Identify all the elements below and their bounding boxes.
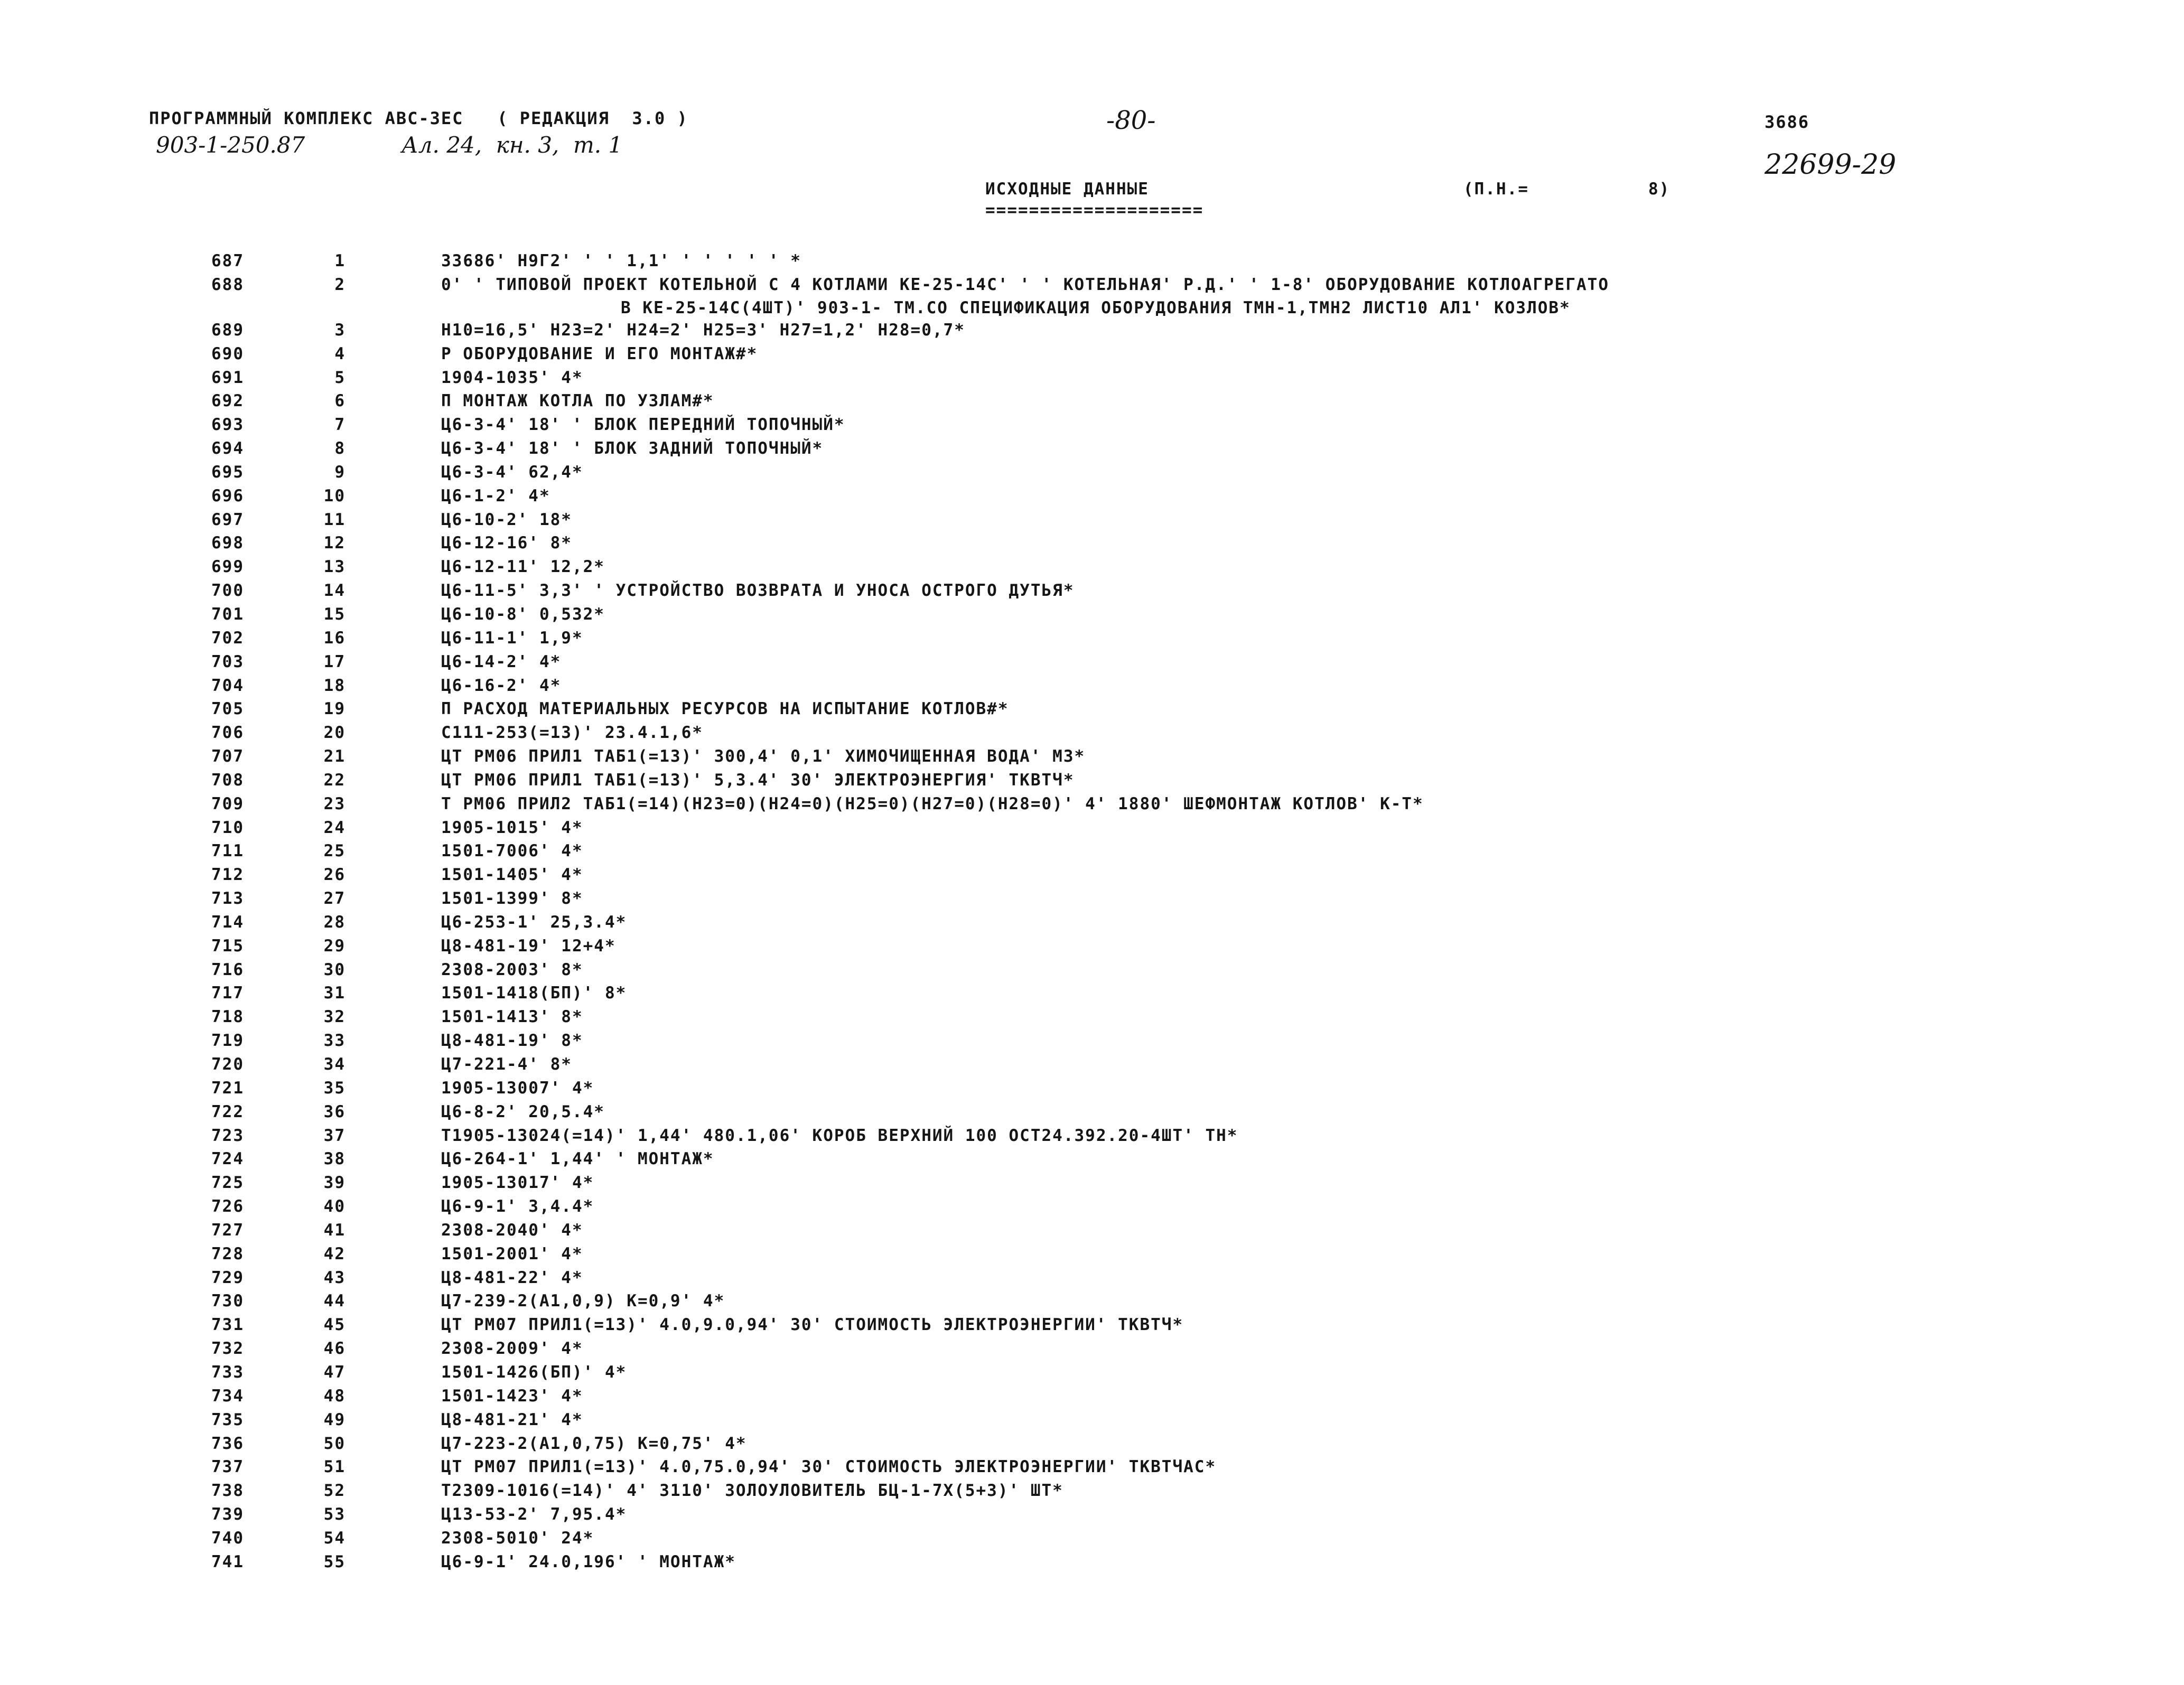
- row-text: Ц6-11-1' 1,9*: [441, 628, 583, 648]
- row-text: Ц6-12-16' 8*: [441, 533, 572, 553]
- row-text: Ц13-53-2' 7,95.4*: [441, 1505, 627, 1524]
- row-sequence: 33: [323, 1031, 346, 1051]
- row-text: ЦТ РМ07 ПРИЛ1(=13)' 4.0,9.0,94' 30' СТОИМОСТЬ ЭЛЕКТРОЭНЕРГИИ' ТКВТЧ*: [441, 1315, 1184, 1335]
- row-number: 720: [211, 1055, 244, 1074]
- row-number: 721: [211, 1078, 244, 1098]
- listing-row: [0, 555, 2184, 579]
- row-number: 706: [211, 723, 244, 743]
- row-sequence: 48: [323, 1386, 346, 1406]
- listing-row: [0, 1408, 2184, 1432]
- listing-row: [0, 1455, 2184, 1479]
- listing-row: [0, 721, 2184, 745]
- page-number: -80-: [1106, 106, 1156, 135]
- row-text: Ц8-481-22' 4*: [441, 1268, 583, 1287]
- listing-row: [0, 1219, 2184, 1242]
- row-text: ЦТ РМ07 ПРИЛ1(=13)' 4.0,75.0,94' 30' СТОИМОСТЬ ЭЛЕКТРОЭНЕРГИИ' ТКВТЧАС*: [441, 1457, 1217, 1477]
- row-number: 689: [211, 320, 244, 340]
- row-number: 724: [211, 1149, 244, 1169]
- project-reference: 903-1-250.87: [156, 132, 305, 158]
- listing-row: [0, 1384, 2184, 1408]
- row-number: 719: [211, 1031, 244, 1051]
- row-text: 2308-2040' 4*: [441, 1220, 583, 1240]
- row-number: 735: [211, 1410, 244, 1429]
- listing-row: [0, 887, 2184, 911]
- listing-row: [0, 1171, 2184, 1195]
- row-sequence: 6: [334, 391, 346, 411]
- row-sequence: 49: [323, 1410, 346, 1429]
- listing-row: [0, 769, 2184, 792]
- row-sequence: 51: [323, 1457, 346, 1477]
- row-text: Ц6-9-1' 24.0,196' ' МОНТАЖ*: [441, 1552, 736, 1571]
- row-sequence: 13: [323, 557, 346, 577]
- row-sequence: 8: [334, 439, 346, 458]
- row-number: 726: [211, 1197, 244, 1216]
- row-number: 716: [211, 960, 244, 979]
- listing-row: [0, 1503, 2184, 1527]
- row-text: Ц6-264-1' 1,44' ' МОНТАЖ*: [441, 1149, 714, 1169]
- row-sequence: 32: [323, 1007, 346, 1027]
- program-title: ПРОГРАММНЫЙ КОМПЛЕКС АВС-3ЕС ( РЕДАКЦИЯ 3.0 ): [149, 108, 688, 128]
- listing-row: [0, 816, 2184, 840]
- row-text: 33686' Н9Г2' ' ' 1,1' ' ' ' ' ' *: [441, 251, 801, 270]
- listing-row: [0, 342, 2184, 366]
- row-number: 709: [211, 794, 244, 813]
- row-text: 1501-1423' 4*: [441, 1386, 583, 1406]
- row-sequence: 30: [323, 960, 346, 979]
- row-number: 690: [211, 344, 244, 363]
- listing-row: [0, 437, 2184, 461]
- row-number: 713: [211, 889, 244, 909]
- row-sequence: 41: [323, 1220, 346, 1240]
- row-text: Ц6-10-8' 0,532*: [441, 604, 605, 624]
- row-number: 703: [211, 652, 244, 671]
- row-sequence: 21: [323, 747, 346, 766]
- listing-row: [0, 319, 2184, 342]
- row-number: 704: [211, 676, 244, 695]
- listing-row: [0, 1076, 2184, 1100]
- listing-row: [0, 674, 2184, 698]
- row-text: 2308-5010' 24*: [441, 1528, 594, 1548]
- row-text: Ц6-14-2' 4*: [441, 652, 562, 671]
- row-number: 730: [211, 1291, 244, 1311]
- row-number: 696: [211, 486, 244, 506]
- row-sequence: 9: [334, 462, 346, 482]
- row-sequence: 29: [323, 936, 346, 956]
- listing-row: [0, 626, 2184, 650]
- row-number: 727: [211, 1220, 244, 1240]
- row-text: ЦТ РМ06 ПРИЛ1 ТАБ1(=13)' 5,3.4' 30' ЭЛЕКТРОЭНЕРГИЯ' ТКВТЧ*: [441, 770, 1075, 790]
- listing-row: [0, 531, 2184, 555]
- row-sequence: 4: [334, 344, 346, 363]
- listing-row: [0, 1005, 2184, 1029]
- row-text: Ц6-3-4' 18' ' БЛОК ПЕРЕДНИЙ ТОПОЧНЫЙ*: [441, 415, 845, 435]
- row-number: 693: [211, 415, 244, 435]
- section-title-underline: ====================: [985, 201, 1204, 220]
- row-sequence: 15: [323, 604, 346, 624]
- row-text-continuation: В КЕ-25-14С(4ШТ)' 903-1- ТМ.СО СПЕЦИФИКАЦИЯ ОБОРУДОВАНИЯ ТМН-1,ТМН2 ЛИСТ10 АЛ1' КОЗЛОВ*: [621, 298, 1571, 317]
- row-text: 1904-1035' 4*: [441, 368, 583, 387]
- row-number: 687: [211, 251, 244, 270]
- row-sequence: 37: [323, 1126, 346, 1145]
- row-text: Ц6-10-2' 18*: [441, 510, 572, 529]
- row-number: 710: [211, 818, 244, 837]
- listing-row: [0, 579, 2184, 603]
- row-number: 700: [211, 581, 244, 601]
- row-text: 0' ' ТИПОВОЙ ПРОЕКТ КОТЕЛЬНОЙ С 4 КОТЛАМИ КЕ-25-14С' ' ' КОТЕЛЬНАЯ' Р.Д.' ' 1-8' ОБОРУДОВАНИЕ КОТЛОАГРЕГАТО: [441, 275, 1610, 294]
- row-number: 712: [211, 865, 244, 885]
- row-number: 705: [211, 699, 244, 719]
- row-text: Р ОБОРУДОВАНИЕ И ЕГО МОНТАЖ#*: [441, 344, 758, 363]
- row-number: 702: [211, 628, 244, 648]
- row-sequence: 1: [334, 251, 346, 270]
- row-text: Ц7-239-2(А1,0,9) К=0,9' 4*: [441, 1291, 725, 1311]
- row-sequence: 36: [323, 1102, 346, 1121]
- pn-value: 8): [1648, 180, 1670, 199]
- listing-row: [0, 911, 2184, 934]
- data-listing: [0, 249, 2184, 1574]
- pn-label: (П.Н.=: [1463, 180, 1529, 199]
- row-number: 695: [211, 462, 244, 482]
- inventory-number: 22699-29: [1765, 149, 1897, 181]
- row-text: 2308-2003' 8*: [441, 960, 583, 979]
- row-number: 733: [211, 1362, 244, 1382]
- listing-row: [0, 1029, 2184, 1053]
- listing-row: [0, 413, 2184, 437]
- row-number: 725: [211, 1173, 244, 1193]
- row-sequence: 42: [323, 1244, 346, 1263]
- row-sequence: 46: [323, 1339, 346, 1359]
- row-sequence: 14: [323, 581, 346, 601]
- row-text: ЦТ РМ06 ПРИЛ1 ТАБ1(=13)' 300,4' 0,1' ХИМОЧИЩЕННАЯ ВОДА' М3*: [441, 747, 1086, 766]
- listing-row: [0, 1361, 2184, 1384]
- row-sequence: 16: [323, 628, 346, 648]
- listing-row: [0, 1242, 2184, 1266]
- row-sequence: 3: [334, 320, 346, 340]
- row-text: Ц6-1-2' 4*: [441, 486, 550, 506]
- row-sequence: 34: [323, 1055, 346, 1074]
- section-title: ИСХОДНЫЕ ДАННЫЕ: [985, 180, 1149, 199]
- row-number: 711: [211, 841, 244, 861]
- listing-row: [0, 958, 2184, 982]
- row-number: 717: [211, 984, 244, 1003]
- listing-row: [0, 1479, 2184, 1503]
- listing-row: [0, 461, 2184, 484]
- row-number: 697: [211, 510, 244, 529]
- row-sequence: 50: [323, 1434, 346, 1453]
- row-text: Ц6-16-2' 4*: [441, 676, 562, 695]
- row-sequence: 20: [323, 723, 346, 743]
- listing-row: [0, 1195, 2184, 1219]
- row-sequence: 24: [323, 818, 346, 837]
- row-sequence: 17: [323, 652, 346, 671]
- row-sequence: 39: [323, 1173, 346, 1193]
- row-text: 1501-1405' 4*: [441, 865, 583, 885]
- row-number: 739: [211, 1505, 244, 1524]
- row-sequence: 25: [323, 841, 346, 861]
- row-sequence: 35: [323, 1078, 346, 1098]
- sheet-code: 3686: [1765, 112, 1810, 132]
- listing-row: [0, 366, 2184, 390]
- listing-row: [0, 1313, 2184, 1337]
- row-text: 1501-2001' 4*: [441, 1244, 583, 1263]
- listing-row: [0, 1053, 2184, 1076]
- listing-row: [0, 1147, 2184, 1171]
- row-text: Т1905-13024(=14)' 1,44' 480.1,06' КОРОБ ВЕРХНИЙ 100 ОСТ24.392.20-4ШТ' ТН*: [441, 1126, 1238, 1145]
- row-text: 2308-2009' 4*: [441, 1339, 583, 1359]
- row-sequence: 54: [323, 1528, 346, 1548]
- listing-row: [0, 863, 2184, 887]
- row-text: С111-253(=13)' 23.4.1,6*: [441, 723, 703, 743]
- row-sequence: 22: [323, 770, 346, 790]
- row-text: Т2309-1016(=14)' 4' 3110' ЗОЛОУЛОВИТЕЛЬ БЦ-1-7Х(5+3)' ШТ*: [441, 1481, 1063, 1501]
- listing-row: [0, 745, 2184, 769]
- row-sequence: 18: [323, 676, 346, 695]
- row-number: 699: [211, 557, 244, 577]
- row-text: Ц8-481-19' 8*: [441, 1031, 583, 1051]
- row-text: Ц8-481-19' 12+4*: [441, 936, 616, 956]
- row-text: Ц7-221-4' 8*: [441, 1055, 572, 1074]
- row-text: Ц6-12-11' 12,2*: [441, 557, 605, 577]
- row-number: 701: [211, 604, 244, 624]
- row-number: 738: [211, 1481, 244, 1501]
- row-number: 740: [211, 1528, 244, 1548]
- row-sequence: 52: [323, 1481, 346, 1501]
- row-text: 1501-1418(БП)' 8*: [441, 984, 627, 1003]
- row-sequence: 31: [323, 984, 346, 1003]
- listing-row: [0, 981, 2184, 1005]
- row-sequence: 40: [323, 1197, 346, 1216]
- row-sequence: 45: [323, 1315, 346, 1335]
- listing-row: [0, 1266, 2184, 1290]
- row-text: П РАСХОД МАТЕРИАЛЬНЫХ РЕСУРСОВ НА ИСПЫТАНИЕ КОТЛОВ#*: [441, 699, 1009, 719]
- listing-row: [0, 650, 2184, 674]
- row-text: Ц8-481-21' 4*: [441, 1410, 583, 1429]
- row-number: 718: [211, 1007, 244, 1027]
- row-sequence: 11: [323, 510, 346, 529]
- listing-row: [0, 1432, 2184, 1456]
- listing-row: [0, 484, 2184, 508]
- row-text: 1905-1015' 4*: [441, 818, 583, 837]
- row-text: Ц6-9-1' 3,4.4*: [441, 1197, 594, 1216]
- listing-row: [0, 389, 2184, 413]
- row-text: 1501-1413' 8*: [441, 1007, 583, 1027]
- row-text: Ц7-223-2(А1,0,75) К=0,75' 4*: [441, 1434, 747, 1453]
- listing-row: [0, 934, 2184, 958]
- row-sequence: 7: [334, 415, 346, 435]
- row-number: 729: [211, 1268, 244, 1287]
- row-number: 722: [211, 1102, 244, 1121]
- row-number: 694: [211, 439, 244, 458]
- row-text: 1501-7006' 4*: [441, 841, 583, 861]
- row-sequence: 26: [323, 865, 346, 885]
- listing-row: [0, 1124, 2184, 1148]
- row-number: 707: [211, 747, 244, 766]
- row-sequence: 5: [334, 368, 346, 387]
- row-number: 732: [211, 1339, 244, 1359]
- row-sequence: 47: [323, 1362, 346, 1382]
- row-sequence: 19: [323, 699, 346, 719]
- row-text: 1905-13007' 4*: [441, 1078, 594, 1098]
- row-sequence: 28: [323, 912, 346, 932]
- row-text: 1501-1399' 8*: [441, 889, 583, 909]
- row-number: 737: [211, 1457, 244, 1477]
- row-text: П МОНТАЖ КОТЛА ПО УЗЛАМ#*: [441, 391, 714, 411]
- album-reference: Ал. 24, кн. 3, т. 1: [402, 132, 623, 158]
- listing-row: [0, 273, 2184, 319]
- row-sequence: 43: [323, 1268, 346, 1287]
- row-sequence: 55: [323, 1552, 346, 1571]
- row-text: Ц6-8-2' 20,5.4*: [441, 1102, 605, 1121]
- row-sequence: 38: [323, 1149, 346, 1169]
- row-number: 708: [211, 770, 244, 790]
- listing-row: [0, 1527, 2184, 1550]
- row-sequence: 23: [323, 794, 346, 813]
- listing-row: [0, 1100, 2184, 1124]
- row-number: 692: [211, 391, 244, 411]
- row-number: 688: [211, 275, 244, 294]
- row-sequence: 53: [323, 1505, 346, 1524]
- row-number: 736: [211, 1434, 244, 1453]
- row-sequence: 44: [323, 1291, 346, 1311]
- row-number: 698: [211, 533, 244, 553]
- row-text: 1501-1426(БП)' 4*: [441, 1362, 627, 1382]
- listing-row: [0, 508, 2184, 532]
- listing-row: [0, 1337, 2184, 1361]
- listing-row: [0, 697, 2184, 721]
- row-sequence: 10: [323, 486, 346, 506]
- row-sequence: 12: [323, 533, 346, 553]
- listing-row: [0, 1289, 2184, 1313]
- row-number: 734: [211, 1386, 244, 1406]
- row-number: 723: [211, 1126, 244, 1145]
- row-number: 691: [211, 368, 244, 387]
- row-text: 1905-13017' 4*: [441, 1173, 594, 1193]
- row-number: 741: [211, 1552, 244, 1571]
- row-sequence: 27: [323, 889, 346, 909]
- row-text: Ц6-11-5' 3,3' ' УСТРОЙСТВО ВОЗВРАТА И УНОСА ОСТРОГО ДУТЬЯ*: [441, 581, 1075, 601]
- row-number: 728: [211, 1244, 244, 1263]
- row-text: Ц6-253-1' 25,3.4*: [441, 912, 627, 932]
- row-number: 715: [211, 936, 244, 956]
- listing-row: [0, 603, 2184, 626]
- row-text: Ц6-3-4' 62,4*: [441, 462, 583, 482]
- row-number: 714: [211, 912, 244, 932]
- listing-row: [0, 792, 2184, 816]
- row-sequence: 2: [334, 275, 346, 294]
- listing-row: [0, 839, 2184, 863]
- listing-row: [0, 249, 2184, 273]
- listing-row: [0, 1550, 2184, 1574]
- row-text: Т РМ06 ПРИЛ2 ТАБ1(=14)(Н23=0)(Н24=0)(Н25=0)(Н27=0)(Н28=0)' 4' 1880' ШЕФМОНТАЖ КОТЛОВ' К-Т*: [441, 794, 1424, 813]
- row-number: 731: [211, 1315, 244, 1335]
- row-text: Н10=16,5' Н23=2' Н24=2' Н25=3' Н27=1,2' Н28=0,7*: [441, 320, 965, 340]
- row-text: Ц6-3-4' 18' ' БЛОК ЗАДНИЙ ТОПОЧНЫЙ*: [441, 439, 824, 458]
